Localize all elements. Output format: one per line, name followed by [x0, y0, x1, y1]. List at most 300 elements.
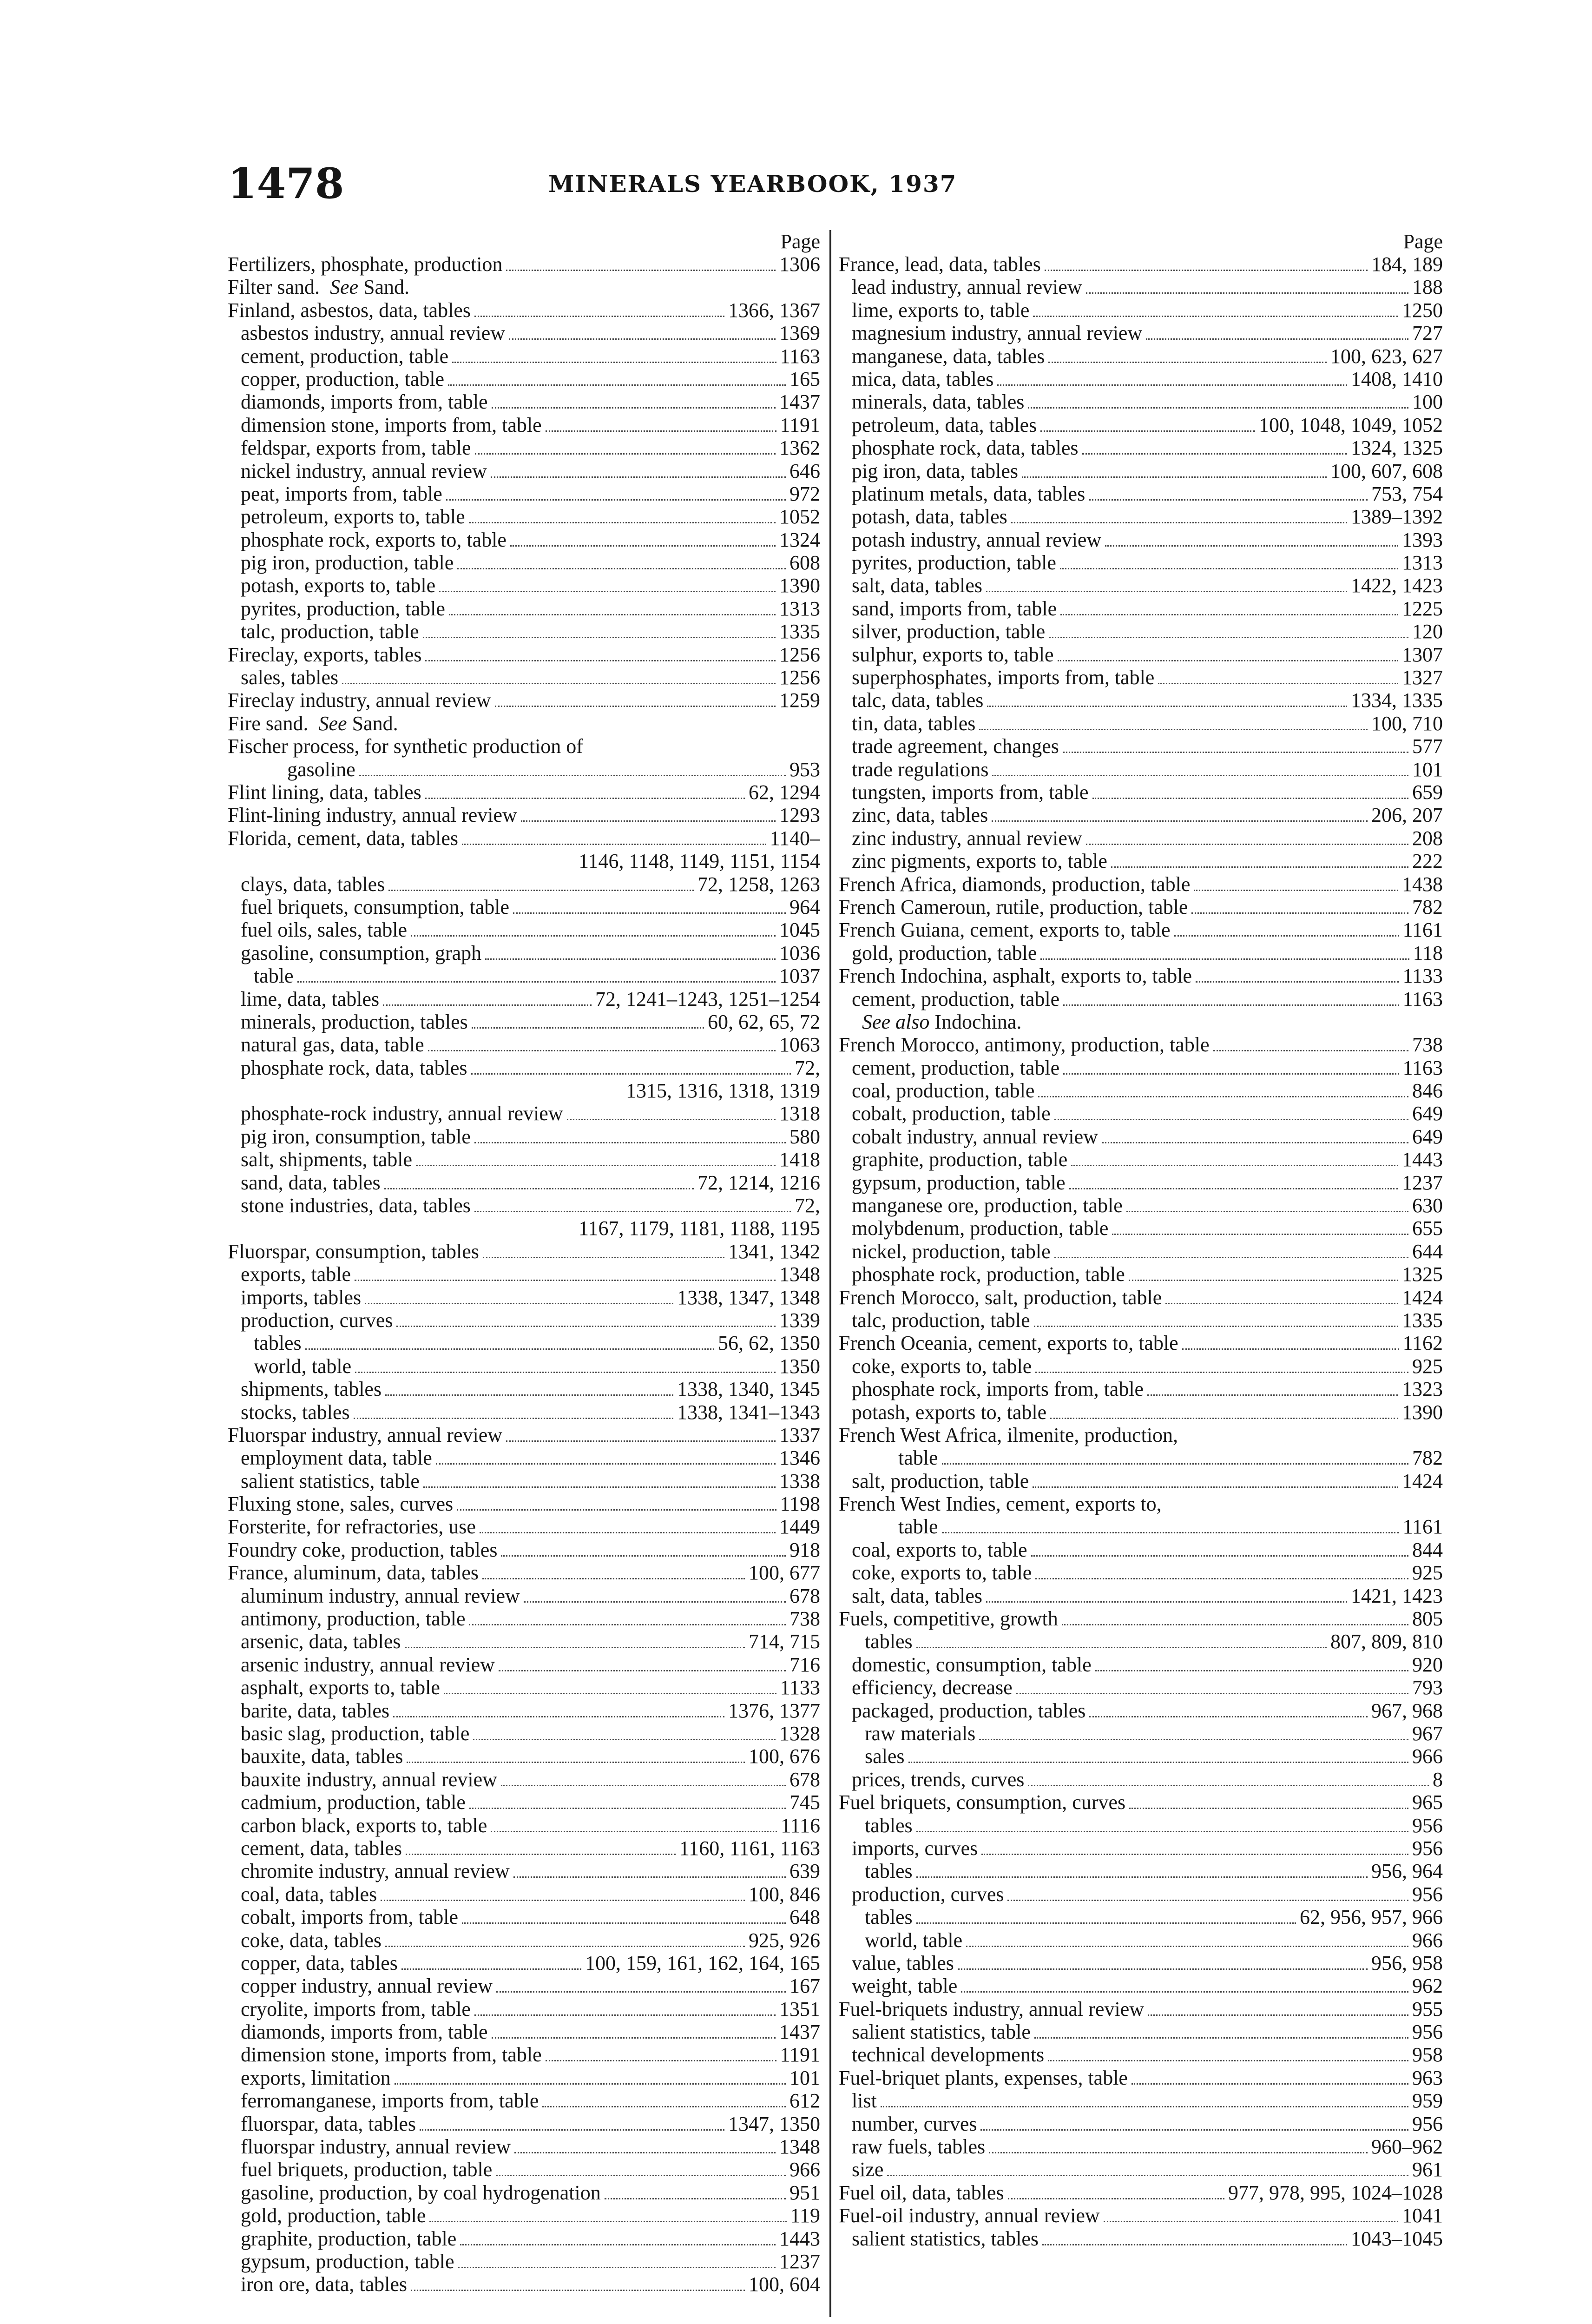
- page-reference: 1315, 1316, 1318, 1319: [626, 1079, 820, 1103]
- entry-text: coal, production, table: [852, 1079, 1035, 1103]
- page-reference: 1324, 1325: [1351, 436, 1443, 460]
- index-entry: [839, 1906, 1443, 1928]
- page-reference: 100: [1412, 390, 1443, 414]
- index-entry: [839, 850, 1443, 872]
- page-reference: 1437: [779, 2020, 820, 2044]
- dot-leader: [1126, 1211, 1408, 1212]
- entry-text: pig iron, data, tables: [852, 459, 1019, 482]
- dot-leader: [449, 614, 776, 615]
- dot-leader: [1060, 614, 1398, 615]
- dot-leader: [916, 1831, 1408, 1832]
- dot-leader: [1132, 2083, 1408, 2085]
- dot-leader: [482, 1578, 745, 1579]
- index-entry: [839, 1768, 1443, 1791]
- index-entry: [228, 873, 820, 896]
- dot-leader: [474, 1211, 791, 1212]
- page-reference: 963: [1412, 2066, 1443, 2089]
- dot-leader: [1035, 1578, 1408, 1579]
- column-divider: [829, 230, 831, 2317]
- page-reference: 72,: [795, 1056, 820, 1079]
- dot-leader: [423, 637, 776, 638]
- dot-leader: [406, 1854, 676, 1855]
- dot-leader: [1007, 1900, 1408, 1901]
- running-title: MINERALS YEARBOOK, 1937: [548, 170, 957, 198]
- page-reference: 966: [1412, 1745, 1443, 1768]
- index-entry: [839, 1699, 1443, 1722]
- index-entry: [839, 1745, 1443, 1768]
- dot-leader: [506, 270, 776, 271]
- index-entry: [228, 1814, 820, 1837]
- dot-leader: [916, 1647, 1327, 1648]
- index-entry: [839, 2067, 1443, 2089]
- index-entry: [228, 2020, 820, 2043]
- index-entry: [839, 1194, 1443, 1217]
- page-reference: 184, 189: [1371, 253, 1443, 276]
- page-column-heading: Page: [1403, 230, 1443, 253]
- index-entry: [839, 460, 1443, 482]
- dot-leader: [1048, 2060, 1408, 2061]
- entry-text: asbestos industry, annual review: [241, 322, 506, 345]
- index-entry: [839, 574, 1443, 597]
- index-entry: [839, 414, 1443, 436]
- entry-text: silver, production, table: [852, 620, 1046, 643]
- index-entry: [228, 390, 820, 413]
- entry-text: Fluorspar industry, annual review: [228, 1423, 503, 1446]
- index-entry: [839, 666, 1443, 689]
- dot-leader: [1147, 1394, 1398, 1396]
- entry-text: number, curves: [852, 2112, 977, 2135]
- dot-leader: [1063, 752, 1408, 753]
- dot-leader: [416, 1165, 776, 1166]
- dot-leader: [495, 706, 776, 707]
- dot-leader: [986, 1601, 1347, 1603]
- page-reference: 100, 676: [749, 1745, 820, 1768]
- dot-leader: [354, 1418, 673, 1419]
- index-entry: [228, 689, 820, 712]
- entry-text: nickel industry, annual review: [241, 459, 487, 482]
- page-reference: 745: [789, 1791, 820, 1814]
- entry-text: table: [254, 964, 294, 988]
- page-reference: 100, 710: [1371, 712, 1443, 735]
- index-entry: [839, 2020, 1443, 2043]
- index-entry: [839, 1515, 1443, 1538]
- index-entry: [839, 2089, 1443, 2112]
- page-reference: 1063: [779, 1033, 820, 1056]
- dot-leader: [1105, 545, 1398, 547]
- page-reference: 100, 623, 627: [1330, 344, 1443, 368]
- see-reference-label: See: [318, 712, 347, 735]
- index-entry: [839, 2043, 1443, 2066]
- page-reference: 1337: [779, 1423, 820, 1446]
- dot-leader: [428, 1050, 776, 1051]
- page-reference: 956, 958: [1371, 1951, 1443, 1974]
- page-reference: 1328: [779, 1722, 820, 1745]
- page-reference: 1390: [779, 574, 820, 597]
- dot-leader: [355, 1280, 776, 1281]
- entry-text: pyrites, production, table: [852, 551, 1056, 574]
- dot-leader: [1040, 430, 1255, 432]
- index-entry: [839, 299, 1443, 322]
- entry-text: sand, imports from, table: [852, 597, 1057, 620]
- entry-text: French West Africa, ilmenite, production,: [839, 1423, 1178, 1446]
- index-entry: [839, 1492, 1443, 1515]
- dot-leader: [405, 1647, 745, 1648]
- index-entry: [228, 2204, 820, 2227]
- entry-text: talc, production, table: [241, 620, 419, 643]
- page-reference: 678: [789, 1768, 820, 1791]
- dot-leader: [446, 499, 786, 501]
- dot-leader: [1092, 798, 1408, 799]
- dot-leader: [491, 476, 786, 478]
- entry-text: magnesium industry, annual review: [852, 322, 1143, 345]
- entry-text: molybdenum, production, table: [852, 1217, 1109, 1240]
- dot-leader: [1031, 1555, 1408, 1557]
- entry-text: talc, data, tables: [852, 689, 984, 712]
- page-reference: 1043–1045: [1351, 2227, 1443, 2250]
- index-entry: [228, 1424, 820, 1446]
- page-reference: 1443: [779, 2227, 820, 2250]
- dot-leader: [908, 1762, 1408, 1763]
- entry-text: aluminum industry, annual review: [241, 1584, 520, 1607]
- dot-leader: [492, 2037, 776, 2039]
- index-entry: [839, 1401, 1443, 1424]
- entry-text: Foundry coke, production, tables: [228, 1538, 498, 1561]
- page-reference: 1237: [779, 2250, 820, 2273]
- index-entry: [228, 1837, 820, 1860]
- index-entry: [839, 1217, 1443, 1240]
- page-reference: 1323: [1402, 1378, 1443, 1401]
- entry-text: gypsum, production, table: [852, 1171, 1066, 1194]
- entry-text: French West Indies, cement, exports to,: [839, 1492, 1162, 1516]
- index-entry: [839, 1561, 1443, 1584]
- index-entry: [839, 2227, 1443, 2250]
- entry-text: French Morocco, salt, production, table: [839, 1286, 1162, 1309]
- index-entry: [228, 1791, 820, 1814]
- index-entry: [839, 253, 1443, 276]
- dot-leader: [1048, 362, 1327, 363]
- index-entry: [228, 1470, 820, 1492]
- index-entry: [228, 1561, 820, 1584]
- dot-leader: [510, 545, 776, 547]
- index-entry: [228, 551, 820, 574]
- entry-text: cadmium, production, table: [241, 1791, 466, 1814]
- page-reference: 639: [789, 1860, 820, 1883]
- entry-text: tungsten, imports from, table: [852, 780, 1089, 804]
- page-reference: 8: [1433, 1768, 1443, 1791]
- entry-text: potash, exports to, table: [241, 574, 436, 597]
- index-entry: [839, 1056, 1443, 1079]
- dot-leader: [1213, 1050, 1409, 1051]
- index-entry: [839, 1974, 1443, 1997]
- entry-text: asphalt, exports to, table: [241, 1676, 440, 1699]
- page-reference: 100, 607, 608: [1330, 459, 1443, 482]
- entry-text: coal, data, tables: [241, 1882, 377, 1906]
- dot-leader: [1033, 1486, 1398, 1488]
- page-reference: 648: [789, 1906, 820, 1929]
- index-entry: [839, 597, 1443, 620]
- page-reference: 738: [1412, 1033, 1443, 1056]
- entry-text: gold, production, table: [241, 2204, 426, 2227]
- page-reference: 960–962: [1371, 2135, 1443, 2159]
- page-reference: 1116: [781, 1814, 820, 1837]
- page-reference: 100, 846: [749, 1882, 820, 1906]
- index-entry: [839, 1079, 1443, 1102]
- entry-text: sulphur, exports to, table: [852, 643, 1054, 666]
- dot-leader: [420, 2129, 724, 2131]
- page-reference: 805: [1412, 1607, 1443, 1631]
- page-reference: 1335: [1402, 1308, 1443, 1332]
- entry-text: potash, data, tables: [852, 505, 1007, 528]
- page-reference: 1338: [779, 1469, 820, 1492]
- entry-text: cobalt, production, table: [852, 1102, 1051, 1125]
- page-reference: 1338, 1341–1343: [677, 1400, 820, 1424]
- entry-text: salt, data, tables: [852, 574, 983, 597]
- index-entry: [228, 643, 820, 666]
- page-reference: 1163: [1402, 1056, 1443, 1079]
- entry-text: gold, production, table: [852, 941, 1037, 964]
- entry-text: efficiency, decrease: [852, 1676, 1013, 1699]
- entry-text: Fuels, competitive, growth: [839, 1607, 1058, 1631]
- index-entry: [228, 827, 820, 850]
- index-entry: [839, 1860, 1443, 1882]
- index-entry: [228, 299, 820, 322]
- page-reference: 1167, 1179, 1181, 1188, 1195: [579, 1217, 820, 1240]
- dot-leader: [1034, 1326, 1398, 1327]
- index-entry: [228, 1332, 820, 1354]
- index-entry: [839, 988, 1443, 1010]
- entry-text: dimension stone, imports from, table: [241, 2043, 542, 2067]
- page-reference: 967, 968: [1371, 1699, 1443, 1722]
- dot-leader: [401, 1968, 581, 1970]
- index-entry: [228, 1102, 820, 1125]
- entry-text: French Morocco, antimony, production, table: [839, 1033, 1210, 1056]
- entry-text: raw materials: [865, 1722, 976, 1745]
- dot-leader: [411, 2290, 745, 2291]
- entry-text: Fireclay industry, annual review: [228, 689, 491, 712]
- index-entry: [839, 1791, 1443, 1814]
- index-entry: [228, 368, 820, 390]
- dot-leader: [458, 2267, 776, 2268]
- index-entry: [839, 1676, 1443, 1699]
- dot-leader: [514, 2152, 776, 2153]
- index-entry: [228, 597, 820, 620]
- page-reference: 1418: [779, 1148, 820, 1171]
- dot-leader: [1089, 499, 1368, 501]
- dot-leader: [961, 1991, 1408, 1993]
- index-entry: [839, 1630, 1443, 1653]
- page-reference: 966: [1412, 1928, 1443, 1952]
- page-reference: 1191: [780, 2043, 820, 2067]
- index-entry: [228, 964, 820, 987]
- page-reference: 167: [789, 1974, 820, 1998]
- index-lines: [228, 253, 820, 2296]
- page-reference: 1376, 1377: [728, 1699, 820, 1722]
- dot-leader: [1158, 683, 1398, 684]
- page-reference: 925: [1412, 1354, 1443, 1378]
- dot-leader: [385, 1946, 745, 1947]
- index-entry: [839, 964, 1443, 987]
- page-reference: 959: [1412, 2089, 1443, 2113]
- entry-text: sand, data, tables: [241, 1171, 381, 1194]
- dot-leader: [1082, 453, 1347, 455]
- entry-text: chromite industry, annual review: [241, 1860, 510, 1883]
- dot-leader: [474, 316, 724, 317]
- entry-text: gasoline, consumption, graph: [241, 941, 482, 964]
- page-reference: 782: [1412, 1446, 1443, 1470]
- index-entry: [228, 460, 820, 482]
- entry-text: list: [852, 2089, 877, 2113]
- index-entry: [839, 322, 1443, 344]
- dot-leader: [444, 1693, 776, 1694]
- entry-text: lime, data, tables: [241, 987, 380, 1010]
- entry-text: phosphate rock, exports to, table: [241, 528, 507, 551]
- entry-text: peat, imports from, table: [241, 482, 442, 505]
- index-entry: [839, 1814, 1443, 1837]
- entry-text: natural gas, data, table: [241, 1033, 424, 1056]
- page-reference: 1334, 1335: [1351, 689, 1443, 712]
- page-reference: 1408, 1410: [1351, 367, 1443, 390]
- index-entry: [839, 1171, 1443, 1194]
- entry-text: barite, data, tables: [241, 1699, 390, 1722]
- dot-leader: [462, 844, 766, 845]
- entry-text: bauxite industry, annual review: [241, 1768, 497, 1791]
- index-entry: [228, 2158, 820, 2181]
- page-reference: 1037: [779, 964, 820, 988]
- entry-text: lead industry, annual review: [852, 276, 1082, 299]
- index-entry: [839, 712, 1443, 735]
- entry-text: feldspar, exports from, table: [241, 436, 471, 460]
- index-entry: [839, 390, 1443, 413]
- dot-leader: [492, 407, 776, 409]
- dot-leader: [916, 1876, 1368, 1878]
- entry-text: salt, production, table: [852, 1469, 1029, 1492]
- index-entry: [228, 1217, 820, 1240]
- dot-leader: [407, 1762, 745, 1763]
- entry-text: graphite, production, table: [852, 1148, 1068, 1171]
- index-entry: [228, 1378, 820, 1400]
- page-reference: 1366, 1367: [728, 298, 820, 322]
- page-reference: 1140–: [770, 826, 820, 850]
- dot-leader: [989, 2152, 1368, 2153]
- index-entry: [228, 620, 820, 643]
- index-entry: [839, 1010, 1443, 1033]
- index-entry: [228, 1079, 820, 1102]
- index-entry: [228, 2067, 820, 2089]
- dot-leader: [992, 820, 1368, 822]
- dot-leader: [1034, 2037, 1408, 2039]
- page-reference: 1338, 1347, 1348: [677, 1286, 820, 1309]
- dot-leader: [1063, 1073, 1399, 1075]
- entry-text: employment data, table: [241, 1446, 432, 1470]
- dot-leader: [1049, 637, 1408, 638]
- index-entry: [839, 1240, 1443, 1263]
- dot-leader: [980, 2129, 1408, 2131]
- entry-text: table: [898, 1515, 938, 1538]
- index-entry: [839, 758, 1443, 781]
- dot-leader: [469, 1624, 786, 1625]
- page-reference: 1041: [1402, 2204, 1443, 2227]
- index-entry: [839, 2204, 1443, 2227]
- dot-leader: [513, 912, 786, 914]
- page-reference: 1437: [779, 390, 820, 414]
- index-entry: [839, 1309, 1443, 1332]
- dot-leader: [546, 2060, 776, 2061]
- dot-leader: [1060, 568, 1398, 569]
- index-entry: [839, 1952, 1443, 1974]
- dot-leader: [1111, 866, 1408, 868]
- page-reference: 206, 207: [1371, 804, 1443, 827]
- entry-text: fluorspar, data, tables: [241, 2112, 416, 2135]
- index-entry: [228, 1653, 820, 1676]
- dot-leader: [986, 591, 1347, 592]
- see-reference-target: Sand.: [363, 276, 410, 299]
- index-entry: [228, 1515, 820, 1538]
- index-entry: [228, 2273, 820, 2296]
- index-entry: [839, 1125, 1443, 1148]
- entry-text: copper, data, tables: [241, 1951, 398, 1974]
- dot-leader: [1194, 890, 1398, 891]
- index-entry: [839, 1607, 1443, 1630]
- entry-text: tin, data, tables: [852, 712, 976, 735]
- index-entry: [839, 1929, 1443, 1952]
- entry-text: fluorspar industry, annual review: [241, 2135, 511, 2159]
- index-entry: [839, 505, 1443, 528]
- entry-text: petroleum, data, tables: [852, 413, 1037, 436]
- dot-leader: [1089, 1716, 1368, 1717]
- index-entry: [839, 896, 1443, 918]
- page-reference: 100, 677: [749, 1561, 820, 1585]
- entry-text: bauxite, data, tables: [241, 1745, 403, 1768]
- entry-text: tables: [254, 1332, 302, 1355]
- page-reference: 1449: [779, 1515, 820, 1538]
- page-reference: 577: [1412, 735, 1443, 758]
- index-entry: [839, 1355, 1443, 1378]
- dot-leader: [499, 1670, 786, 1671]
- entry-text: zinc pigments, exports to, table: [852, 850, 1107, 873]
- dot-leader: [1104, 2221, 1398, 2222]
- index-entry: [839, 345, 1443, 368]
- entry-text: gypsum, production, table: [241, 2250, 454, 2273]
- dot-leader: [491, 1831, 777, 1832]
- entry-text: salient statistics, table: [852, 2020, 1031, 2044]
- page-reference: 580: [789, 1125, 820, 1148]
- entry-text: cobalt, imports from, table: [241, 1906, 458, 1929]
- dot-leader: [462, 1922, 786, 1924]
- entry-text: ferromanganese, imports from, table: [241, 2089, 539, 2113]
- entry-text: superphosphates, imports from, table: [852, 666, 1155, 689]
- page-reference: 1313: [779, 597, 820, 620]
- dot-leader: [480, 1532, 776, 1533]
- page-reference: 646: [789, 459, 820, 482]
- page-reference: 1161: [1402, 1515, 1443, 1538]
- index-entry: [228, 1585, 820, 1607]
- dot-leader: [365, 1303, 673, 1304]
- entry-text: stocks, tables: [241, 1400, 350, 1424]
- page-reference: 1163: [780, 344, 820, 368]
- page-reference: 1324: [779, 528, 820, 551]
- index-entry: [228, 712, 820, 735]
- page-reference: 972: [789, 482, 820, 505]
- dot-leader: [469, 1808, 786, 1809]
- page-reference: 1307: [1402, 643, 1443, 666]
- index-entry: [839, 735, 1443, 758]
- entry-text: technical developments: [852, 2043, 1045, 2067]
- page-reference: 977, 978, 995, 1024–1028: [1228, 2181, 1443, 2204]
- see-reference-target: Indochina.: [934, 1010, 1022, 1033]
- entry-text: Fluxing stone, sales, curves: [228, 1492, 454, 1516]
- index-entry: [228, 1010, 820, 1033]
- entry-text: pig iron, production, table: [241, 551, 454, 574]
